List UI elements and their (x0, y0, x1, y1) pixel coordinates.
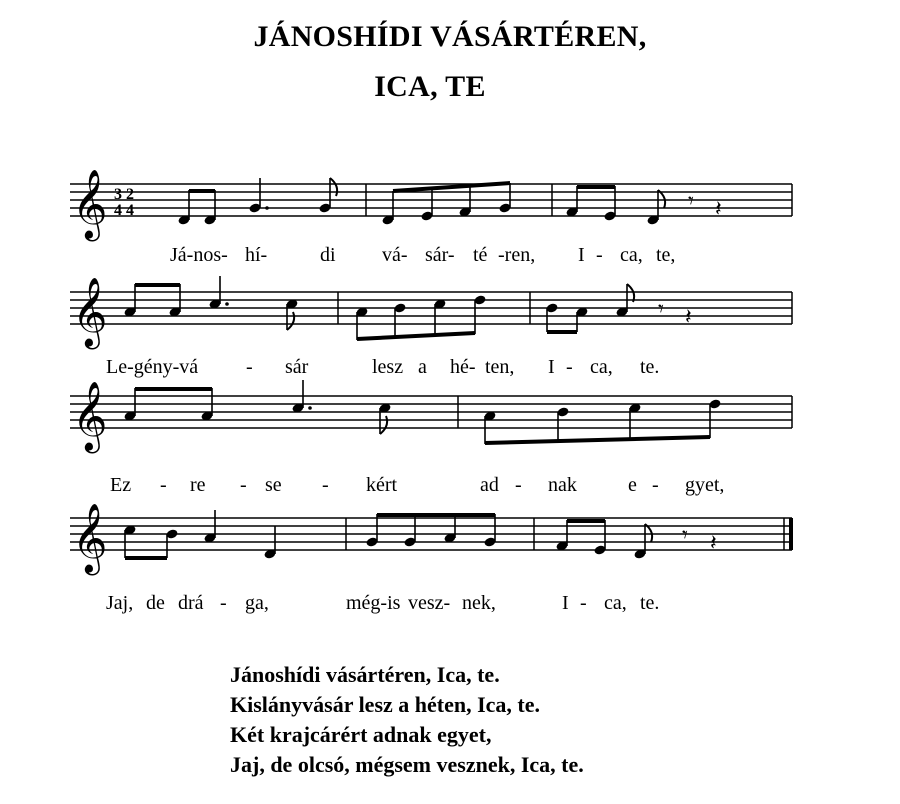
lyric-syllable: te. (640, 592, 660, 614)
lyric-syllable: - (246, 356, 253, 378)
lyric-syllable: ca, (590, 356, 613, 378)
svg-text:4: 4 (126, 202, 134, 219)
lyric-syllable: Jaj, (106, 592, 134, 614)
verse-line: Kislányvásár lesz a héten, Ica, te. (230, 692, 541, 717)
staff-3 (70, 381, 810, 464)
lyric-syllable: nek, (462, 592, 496, 614)
lyric-syllable: - (515, 474, 522, 496)
notes-measure-2 (355, 294, 486, 340)
treble-clef-icon: 𝄞 (72, 381, 108, 451)
svg-text:𝄾: 𝄾 (682, 523, 688, 548)
lyric-syllable: gyet, (685, 474, 725, 496)
notes-measure-1 (177, 178, 337, 226)
lyric-syllable: ca, (620, 244, 643, 266)
lyric-syllable: ad (480, 474, 499, 496)
lyric-syllable: - (652, 474, 659, 496)
lyric-syllable: te, (656, 244, 676, 266)
staff-lines (70, 396, 792, 428)
notes-measure-1 (123, 380, 391, 434)
verse-line: Jánoshídi vásártéren, Ica, te. (230, 662, 500, 687)
lyric-syllable: vesz- (408, 592, 451, 614)
svg-text:4: 4 (114, 202, 122, 219)
svg-text:𝄾: 𝄾 (688, 189, 694, 214)
song-title-line-1: JÁNOSHÍDI VÁSÁRTÉREN, (253, 20, 647, 53)
svg-text:2: 2 (126, 186, 134, 203)
lyric-syllable: lesz (372, 356, 404, 378)
lyric-syllable: kért (366, 474, 398, 496)
song-title-line-2: ICA, TE (374, 70, 486, 103)
lyric-syllable: Le-gény-vá (106, 356, 199, 378)
lyric-syllable: de (146, 592, 165, 614)
lyric-syllable: Ez (110, 474, 132, 496)
verse-line: Két krajcárért adnak egyet, (230, 722, 492, 747)
lyric-syllable: I (562, 592, 569, 614)
svg-text:𝄽: 𝄽 (715, 197, 722, 222)
lyric-syllable: Já-nos- (170, 244, 228, 266)
lyrics-line-1 (0, 244, 900, 274)
lyrics-line-2 (0, 356, 900, 386)
lyrics-line-4 (0, 592, 900, 622)
lyric-syllable: - (322, 474, 329, 496)
staff-2 (70, 277, 810, 360)
lyric-syllable: te. (640, 356, 660, 378)
lyric-syllable: -ren, (498, 244, 536, 266)
lyric-syllable: a (418, 356, 427, 378)
verse-text (230, 660, 584, 780)
lyric-syllable: hé- (450, 356, 476, 378)
staff-4 (70, 503, 810, 586)
lyric-syllable: sár (285, 356, 309, 378)
lyric-syllable: I (548, 356, 555, 378)
lyric-syllable: e (628, 474, 637, 496)
lyric-syllable: - (596, 244, 603, 266)
lyric-syllable: nak (548, 474, 577, 496)
lyric-syllable: re (190, 474, 206, 496)
lyric-syllable: té (473, 244, 488, 266)
treble-clef-icon: 𝄞 (72, 277, 108, 347)
lyric-syllable: ca, (604, 592, 627, 614)
notes-measure-2 (381, 183, 511, 226)
svg-text:3: 3 (114, 186, 122, 203)
lyric-syllable: - (240, 474, 247, 496)
lyric-syllable: sár- (425, 244, 455, 266)
treble-clef-icon: 𝄞 (72, 503, 108, 573)
verse-line: Jaj, de olcsó, mégsem vesznek, Ica, te. (230, 752, 584, 777)
svg-text:𝄾: 𝄾 (658, 297, 664, 322)
svg-text:𝄽: 𝄽 (710, 531, 717, 556)
lyric-syllable: vá- (382, 244, 408, 266)
staff-1 (70, 169, 810, 252)
lyric-syllable: hí- (245, 244, 268, 266)
lyric-syllable: - (566, 356, 573, 378)
lyric-syllable: ten, (485, 356, 515, 378)
lyric-syllable: - (580, 592, 587, 614)
lyric-syllable: I (578, 244, 585, 266)
staff-lines (70, 292, 792, 324)
lyric-syllable: drá (178, 592, 204, 614)
lyric-syllable: ga, (245, 592, 269, 614)
lyric-syllable: di (320, 244, 336, 266)
lyric-syllable: - (220, 592, 227, 614)
lyric-syllable: - (160, 474, 167, 496)
treble-clef-icon: 𝄞 (72, 169, 108, 239)
notes-measure-2 (483, 398, 721, 444)
lyrics-line-3 (0, 474, 900, 504)
lyric-syllable: se (265, 474, 282, 496)
time-signature (114, 186, 134, 219)
lyric-syllable: még-is (346, 592, 401, 614)
svg-text:𝄽: 𝄽 (685, 305, 692, 330)
notes-measure-1 (123, 276, 298, 330)
